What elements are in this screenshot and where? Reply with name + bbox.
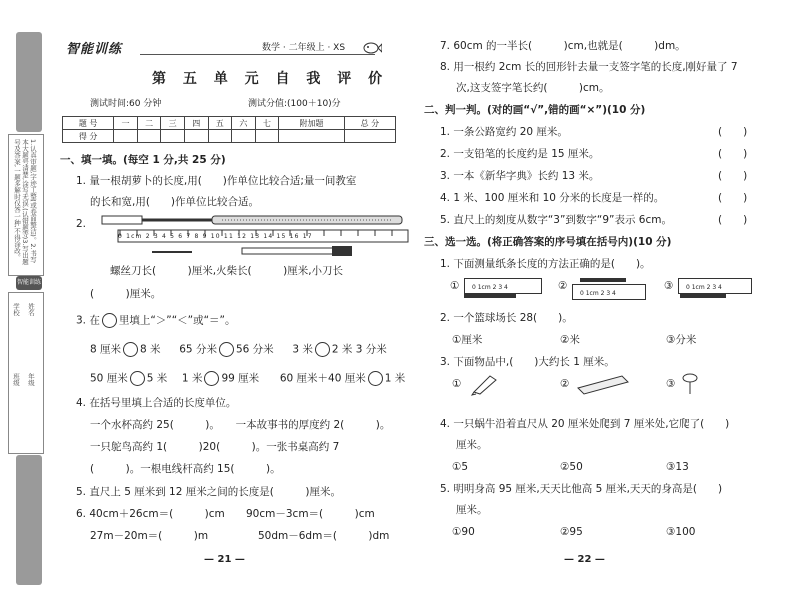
compare-item: 3 米 (292, 343, 313, 356)
choice-5-opt: ②95 (560, 526, 583, 538)
section-2-heading: 二、判一判。(对的画“√”,错的画“×”)(10 分) (424, 104, 646, 116)
compare-item: 2 米 3 分米 (331, 343, 387, 356)
score-input[interactable] (232, 130, 256, 143)
question-3-prefix: 3. 在 (76, 314, 100, 327)
judge-answer-slot[interactable]: ( ) (718, 192, 748, 204)
choice-1: 1. 下面测量纸条长度的方法正确的是( )。 (440, 258, 651, 270)
score-cell: 得 分 (63, 130, 114, 143)
question-6a1: 6. 40cm＋26cm＝( )cm (76, 508, 225, 520)
judge-answer-slot[interactable]: ( ) (718, 170, 748, 182)
compare-item: 56 分米 (235, 343, 274, 356)
question-2b: ( )厘米。 (90, 288, 162, 300)
question-3-suffix: 里填上“＞”“＜”或“＝”。 (118, 314, 236, 327)
ruler-ticks: 0 1cm 2 3 4 5 6 7 8 9 10 11 12 13 14 15 16 17 (118, 233, 313, 240)
score-cell: 四 (184, 117, 208, 130)
test-score: 测试分值:(100＋10)分 (248, 99, 341, 109)
question-1b: 的长和宽,用( )作单位比较合适。 (90, 196, 260, 208)
compare-circle[interactable] (315, 342, 330, 357)
choice-3-opt: ③ (666, 378, 676, 390)
question-4c: ( )。一根电线杆高约 15( )。 (90, 463, 281, 475)
sidebar-notice: 1.认真审题,字迹工整(或卷面整洁)。2.书写本大题号清楚,涂写无误,(认错题等)3.写出题号及答案,一题多解时仅答一种,不得涂改。 (13, 139, 37, 265)
question-6b2: 50dm－6dm＝( )dm (258, 530, 390, 542)
sidebar-top-band (16, 32, 42, 132)
question-1a: 1. 量一根胡萝卜的长度,用( )作单位比较合适;量一间教室 (76, 175, 357, 187)
choice-1-opt: ① (450, 280, 460, 292)
paper-strip (680, 294, 726, 298)
sidebar-info-box (8, 292, 44, 454)
binding-sidebar (0, 0, 48, 601)
choice-3: 3. 下面物品中,( )大约长 1 厘米。 (440, 356, 615, 368)
score-table-header-row (63, 117, 396, 130)
pushpin-icon (680, 372, 700, 396)
choice-3-opt: ② (560, 378, 570, 390)
question-8b: 次,这支签字笔长约( )cm。 (456, 82, 610, 94)
score-table (62, 116, 396, 143)
header-subject: 数学 · 二年级上 · XS (262, 43, 346, 53)
pen-icon (470, 372, 500, 396)
score-cell: 三 (161, 117, 185, 130)
score-cell: 一 (114, 117, 138, 130)
choice-1-opt: ② (558, 280, 568, 292)
test-time: 测试时间:60 分钟 (90, 99, 162, 109)
choice-4a: 4. 一只蜗牛沿着直尺从 20 厘米处爬到 7 厘米处,它爬了( ) (440, 418, 730, 430)
sidebar-label-school: 学校 (12, 303, 20, 316)
score-input[interactable] (161, 130, 185, 143)
judge-item: 3. 一本《新华字典》长约 13 米。 (440, 170, 600, 182)
judge-answer-slot[interactable]: ( ) (718, 126, 748, 138)
compare-item: 1 米 (384, 372, 406, 385)
choice-2-opt: ③分米 (666, 334, 697, 346)
ruler-option-label: 0 1cm 2 3 4 (686, 284, 722, 291)
section-3-heading: 三、选一选。(将正确答案的序号填在括号内)(10 分) (424, 236, 672, 248)
compare-item: 8 厘米 (90, 343, 122, 356)
sidebar-label-grade: 年级 (27, 373, 35, 386)
score-input[interactable] (208, 130, 232, 143)
sidebar-tag: 智能训练 (16, 279, 41, 286)
compare-row-2 (90, 371, 405, 386)
compare-item: 5 米 (146, 372, 168, 385)
question-3 (76, 313, 236, 328)
score-cell: 附加题 (279, 117, 345, 130)
page-number-left: — 21 — (204, 554, 245, 565)
sidebar-label-name: 姓名 (27, 303, 35, 316)
header-logo: 智能训练 (66, 42, 123, 57)
paper-strip (464, 294, 516, 298)
choice-2: 2. 一个篮球场长 28( )。 (440, 312, 573, 324)
page-number-right: — 22 — (564, 554, 605, 565)
compare-circle[interactable] (204, 371, 219, 386)
compare-item: 50 厘米 (90, 372, 128, 385)
question-2-number: 2. (76, 218, 87, 230)
score-input[interactable] (114, 130, 138, 143)
sidebar-bottom-band (16, 455, 42, 585)
question-6a2: 90cm－3cm＝( )cm (246, 508, 375, 520)
judge-answer-slot[interactable]: ( ) (718, 214, 748, 226)
judge-answer-slot[interactable]: ( ) (718, 148, 748, 160)
page-title: 第 五 单 元 自 我 评 价 (152, 71, 389, 87)
choice-4b: 厘米。 (456, 439, 488, 451)
choice-4-opt: ②50 (560, 461, 583, 473)
compare-row-1 (90, 342, 387, 357)
ruler-icon (576, 372, 630, 396)
score-input[interactable] (344, 130, 395, 143)
choice-5-opt: ①90 (452, 526, 475, 538)
choice-4-opt: ①5 (452, 461, 469, 473)
compare-item: 60 厘米＋40 厘米 (279, 372, 366, 385)
score-cell: 五 (208, 117, 232, 130)
score-cell: 二 (137, 117, 161, 130)
score-cell: 七 (255, 117, 279, 130)
score-cell: 题 号 (63, 117, 114, 130)
section-1-heading: 一、填一填。(每空 1 分,共 25 分) (60, 154, 226, 166)
judge-item: 1. 一条公路宽约 20 厘米。 (440, 126, 568, 138)
compare-item: 99 厘米 (221, 372, 260, 385)
circle-blank-icon (102, 313, 117, 328)
score-table-score-row (63, 130, 396, 143)
sidebar-tag-band (16, 276, 42, 290)
choice-1-opt: ③ (664, 280, 674, 292)
question-5: 5. 直尺上 5 厘米到 12 厘米之间的长度是( )厘米。 (76, 486, 341, 498)
judge-item: 5. 直尺上的刻度从数字“3”到数字“9”表示 6cm。 (440, 214, 672, 226)
choice-5-opt: ③100 (666, 526, 696, 538)
paper-strip (580, 278, 626, 282)
question-4a: 一个水杯高约 25( )。 一本故事书的厚度约 2( )。 (90, 419, 391, 431)
judge-item: 2. 一支铅笔的长度约是 15 厘米。 (440, 148, 600, 160)
score-input[interactable] (279, 130, 345, 143)
ruler-option-label: 0 1cm 2 3 4 (472, 284, 508, 291)
score-cell: 六 (232, 117, 256, 130)
question-2a: 螺丝刀长( )厘米,火柴长( )厘米,小刀长 (110, 265, 344, 277)
choice-3-opt: ① (452, 378, 462, 390)
sidebar-label-class: 班级 (12, 373, 20, 386)
choice-4-opt: ③13 (666, 461, 689, 473)
question-7: 7. 60cm 的一半长( )cm,也就是( )dm。 (440, 40, 686, 52)
compare-item: 1 米 (181, 372, 203, 385)
question-4: 4. 在括号里填上合适的长度单位。 (76, 397, 237, 409)
compare-item: 65 分米 (179, 343, 217, 356)
question-8a: 8. 用一根约 2cm 长的回形针去量一支签字笔的长度,刚好量了 7 (440, 61, 738, 73)
judge-item: 4. 1 米、100 厘米和 10 分米的长度是一样的。 (440, 192, 665, 204)
ruler-option-label: 0 1cm 2 3 4 (580, 290, 616, 297)
compare-circle[interactable] (130, 371, 145, 386)
compare-circle[interactable] (219, 342, 234, 357)
sidebar-notice-box (8, 134, 44, 276)
score-input[interactable] (184, 130, 208, 143)
compare-circle[interactable] (123, 342, 138, 357)
choice-5a: 5. 明明身高 95 厘米,天天比他高 5 厘米,天天的身高是( ) (440, 483, 723, 495)
choice-2-opt: ②米 (560, 334, 580, 346)
score-cell: 总 分 (344, 117, 395, 130)
choice-2-opt: ①厘米 (452, 334, 483, 346)
question-4b: 一只鸵鸟高约 1( )20( )。一张书桌高约 7 (90, 441, 340, 453)
choice-5b: 厘米。 (456, 504, 488, 516)
compare-circle[interactable] (368, 371, 383, 386)
score-input[interactable] (137, 130, 161, 143)
compare-item: 8 米 (140, 343, 161, 356)
question-6b1: 27m－20m＝( )m (90, 530, 209, 542)
fish-icon (362, 40, 382, 54)
score-input[interactable] (255, 130, 279, 143)
